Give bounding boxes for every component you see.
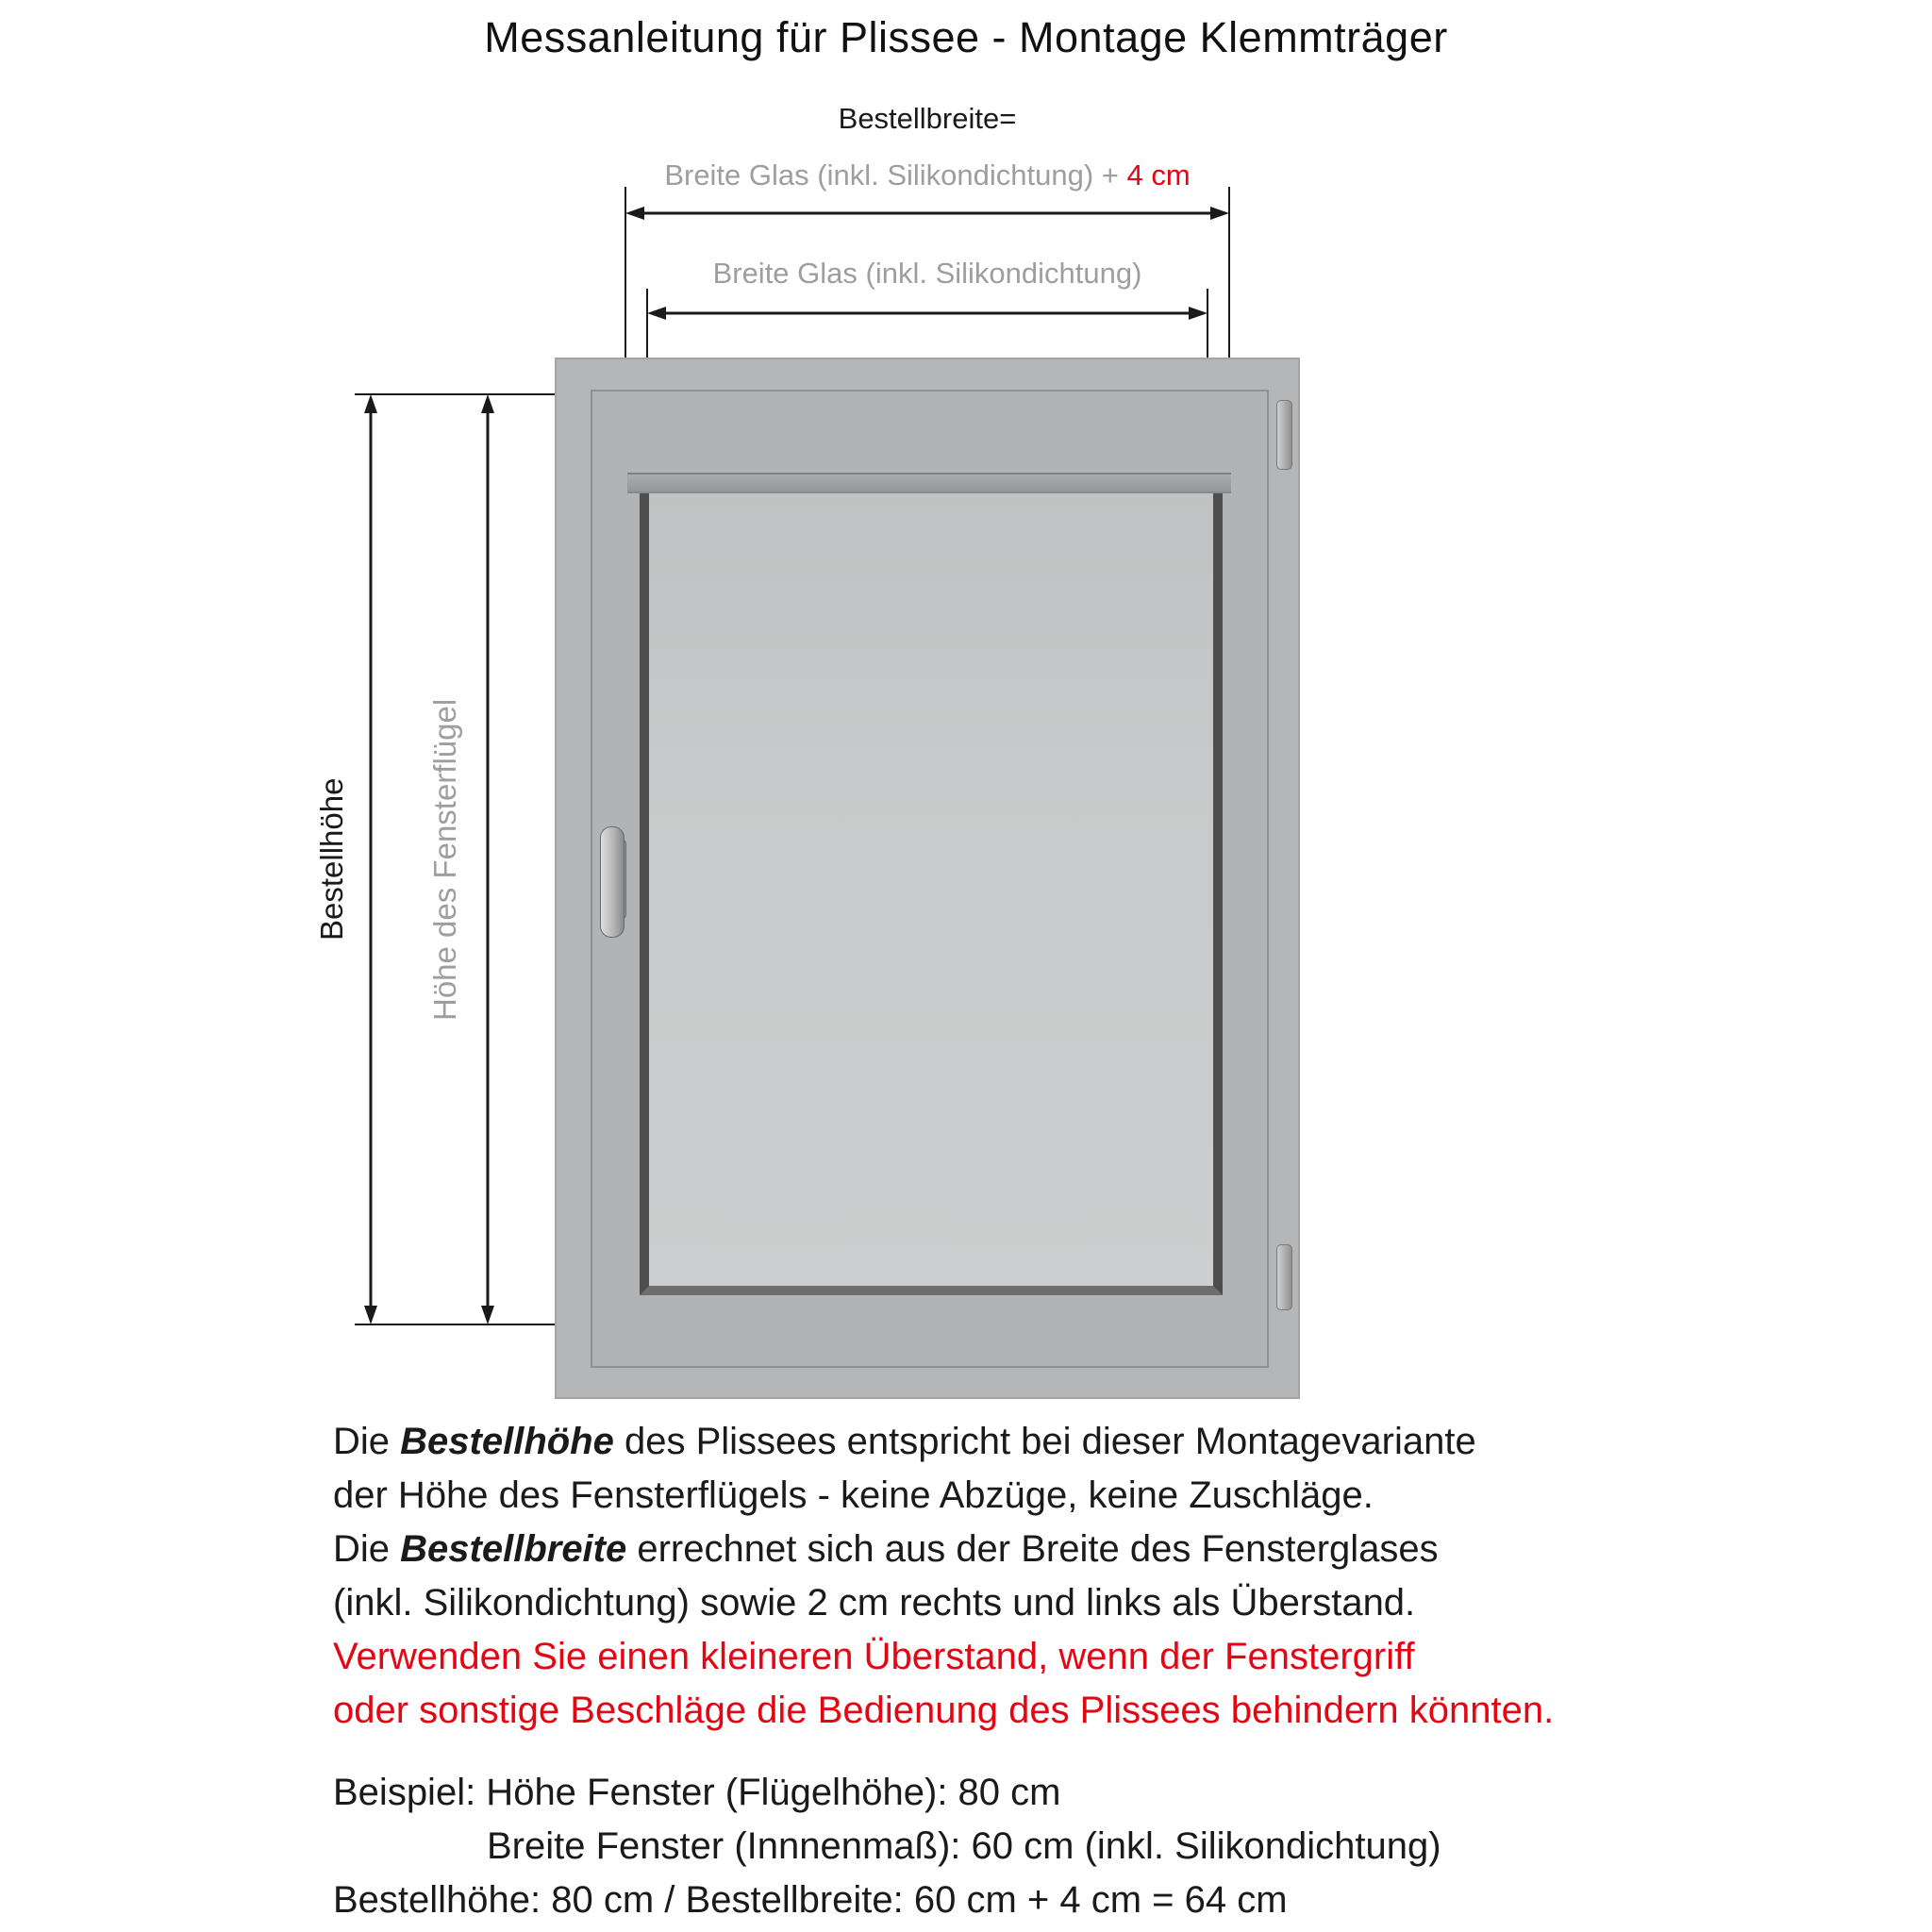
note-line-1-em: Bestellhöhe	[400, 1421, 614, 1462]
page-title: Messanleitung für Plissee - Montage Klemmträger	[484, 13, 1448, 61]
window-handle-lever	[600, 826, 625, 938]
note-line-1-post: des Plissees entspricht bei dieser Montagevariante	[613, 1421, 1476, 1462]
dimension-arrow-width-outer-svg	[625, 204, 1229, 223]
hinge-top-icon	[1276, 400, 1292, 470]
order-width-label: Bestellbreite=	[838, 102, 1017, 135]
window-illustration	[555, 358, 1300, 1399]
dimension-arrow-height-inner-svg	[478, 394, 497, 1324]
note-line-4: (inkl. Silikondichtung) sowie 2 cm rechts und links als Überstand.	[333, 1582, 1416, 1624]
hinge-bottom-icon	[1276, 1244, 1292, 1310]
glass-width-label: Breite Glas (inkl. Silikondichtung)	[712, 257, 1142, 290]
note-line-1-pre: Die	[333, 1421, 401, 1462]
note-line-3-em: Bestellbreite	[400, 1528, 627, 1570]
note-line-1	[333, 1415, 1710, 1469]
glass-width-plus-label	[531, 158, 1324, 192]
dimension-arrow-width-inner	[647, 304, 1208, 323]
example-line-2: Breite Fenster (Innnenmaß): 60 cm (inkl. Silikondichtung)	[487, 1825, 1441, 1867]
note-line-2: der Höhe des Fensterflügels - keine Abzüge, keine Zuschläge.	[333, 1474, 1374, 1516]
dimension-arrow-height-outer-svg	[361, 394, 380, 1324]
glass-width-plus-label-red: 4 cm	[1126, 158, 1191, 192]
glass-width-plus-label-gray: Breite Glas (inkl. Silikondichtung) +	[664, 158, 1127, 192]
sash-height-label: Höhe des Fensterflügel	[427, 698, 462, 1021]
warning-line-2: oder sonstige Beschläge die Bedienung des Plissees behindern könnten.	[333, 1690, 1555, 1731]
example-line-3: Bestellhöhe: 80 cm / Bestellbreite: 60 cm + 4 cm = 64 cm	[333, 1879, 1288, 1921]
notes-block	[333, 1415, 1710, 1927]
note-line-3-post: errechnet sich aus der Breite des Fensterglases	[626, 1528, 1439, 1570]
note-line-3-pre: Die	[333, 1528, 401, 1570]
dimension-arrow-height-outer	[361, 394, 380, 1324]
order-height-label: Bestellhöhe	[314, 777, 349, 941]
example-line-1: Beispiel: Höhe Fenster (Flügelhöhe): 80 cm	[333, 1772, 1061, 1813]
note-line-3	[333, 1523, 1710, 1576]
dimension-arrow-width-inner-svg	[647, 304, 1208, 323]
glass-pane	[649, 484, 1213, 1286]
dimension-arrow-height-inner	[478, 394, 497, 1324]
dimension-arrow-width-outer	[625, 204, 1229, 223]
plissee-top-rail	[627, 473, 1231, 493]
warning-line-1: Verwenden Sie einen kleineren Überstand, wenn der Fenstergriff	[333, 1636, 1415, 1677]
example-block	[333, 1766, 1710, 1927]
